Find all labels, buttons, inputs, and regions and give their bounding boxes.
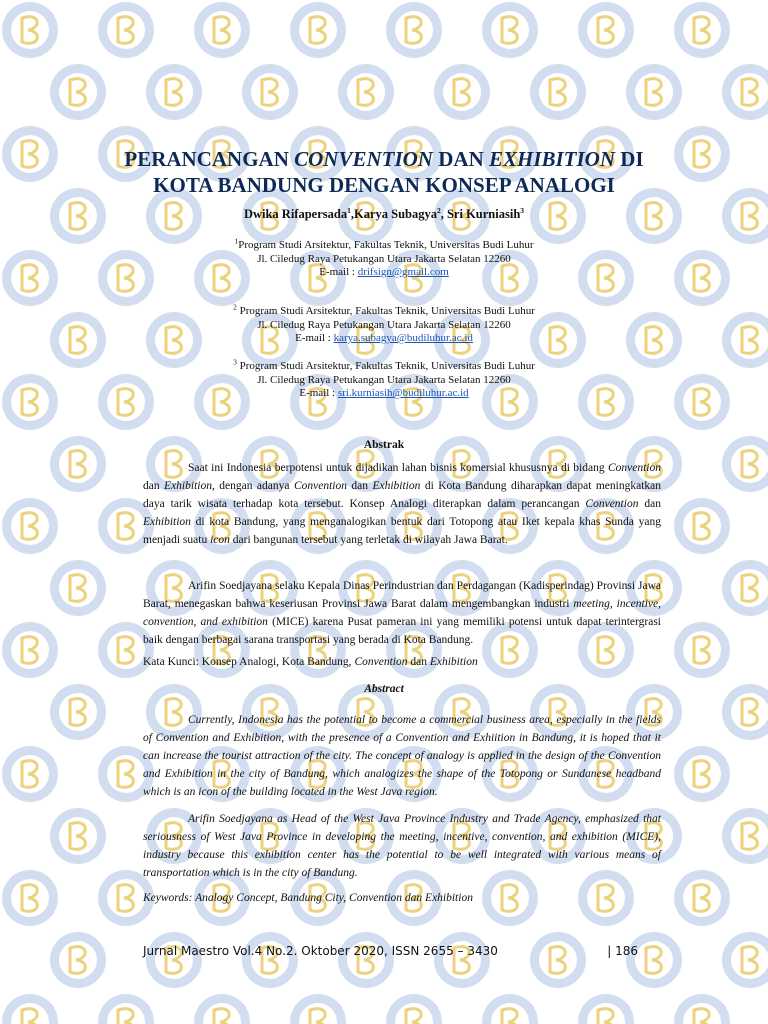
affiliation-1: $^1$Program Studi Arsitektur, Fakultas Teknik, Universitas Budi Luhur Jl. Ciledug Raya Petukangan Utara Jakarta Selatan 12260 E-mail : drifsign@gmail.com — [234, 236, 534, 278]
email-link[interactable]: karya.subagya@budiluhur.ac.id — [333, 332, 473, 344]
italic-term: Convention — [585, 498, 639, 510]
text-run: Arifin Soedjayana selaku Kepala Dinas Perindustrian dan Perdagangan (Kadisperindag) Provinsi Jawa Barat, menegaskan bahwa keseriusan Provinsi Jawa Barat dalam mengembangkan industri — [143, 580, 661, 610]
italic-term: Exhibition — [143, 516, 191, 528]
abstrak-paragraph-1 — [143, 459, 661, 549]
affiliation-3: $^3$ Program Studi Arsitektur, Fakultas Teknik, Universitas Budi Luhur Jl. Ciledug Raya Petukangan Utara Jakarta Selatan 12260 E-mail : sri.kurniasih@budiluhur.ac.id — [233, 357, 535, 399]
text-run: Saat ini Indonesia berpotensi untuk dijadikan lahan bisnis komersial khususnya di bidang — [188, 462, 608, 474]
author-name: Karya Subagya — [353, 207, 437, 221]
italic-term: Exhibition — [429, 656, 478, 668]
keywords: Keywords: Analogy Concept, Bandung City, Convention dan Exhibition — [143, 892, 473, 904]
italic-term: Convention — [354, 656, 408, 668]
text-run: Kata Kunci: Konsep Analogi, Kota Bandung, — [143, 656, 355, 668]
italic-term: Convention — [607, 462, 661, 474]
text-run: dan — [143, 480, 165, 492]
author-name: Dwika Rifapersada — [243, 207, 348, 221]
text-run: di Kota Bandung diharapkan dapat meningkatkan daya tarik wisata terhadap kota tersebut. Konsep Analogi diterapkan dalam perancangan — [143, 480, 661, 510]
email-link[interactable]: sri.kurniasih@budiluhur.ac.id — [337, 387, 469, 399]
kata-kunci — [143, 653, 661, 671]
title-line-1: PERANCANGAN CONVENTION DAN EXHIBITION DI — [124, 147, 644, 171]
affiliation-2: $^2$ Program Studi Arsitektur, Fakultas Teknik, Universitas Budi Luhur Jl. Ciledug Raya Petukangan Utara Jakarta Selatan 12260 E-mail : karya.subagya@budiluhur.ac.id — [233, 302, 535, 344]
abstrak-heading: Abstrak — [363, 439, 405, 451]
italic-term: meeting, incentive, convention, and exhibition — [143, 598, 661, 628]
author-name: Sri Kurniasih — [446, 207, 521, 221]
text-run: dan — [346, 480, 373, 492]
text-run: di kota Bandung, yang menganalogikan bentuk dari Totopong atau Iket kepala khas Sunda yang menjadi suatu — [143, 516, 661, 546]
text-run: dan — [407, 656, 430, 668]
text-run: (MICE) karena Pusat pameran ini yang memiliki potensi untuk dapat terintergrasi baik dengan berbagai sarana transportasi yang berada di Kota Bandung. — [143, 616, 661, 646]
text-run: dari bangunan tersebut yang terletak di wilayah Jawa Barat. — [229, 534, 508, 546]
abstract-paragraph-2: Arifin Soedjayana as Head of the West Java Province Industry and Trade Agency, emphasized that seriousness of West Java Province in developing the meeting, incentive, convention, and exhibition (MICE), industry because this exhibition center has the potential to be well integrated with various means of transportation which is in the city of Bandung. — [143, 813, 661, 879]
text-run: dan — [638, 498, 661, 510]
paper-title — [100, 146, 668, 198]
title-line-2: KOTA BANDUNG DENGAN KONSEP ANALOGI — [153, 173, 615, 197]
text-run: , dengan adanya — [211, 480, 294, 492]
author-list: Dwika Rifapersada$^1$,Karya Subagya$^2$, Sri Kurniasih$^3$ — [243, 205, 525, 221]
italic-term: Exhibition — [372, 480, 421, 492]
page-footer — [143, 944, 638, 958]
journal-citation: Jurnal Maestro Vol.4 No.2. Oktober 2020, ISSN 2655 – 3430 — [143, 944, 498, 958]
abstract-paragraph-1: Currently, Indonesia has the potential to become a commercial business area, especially in the fields of Convention and Exhibition, with the presence of a Convention and Exhiition in Bandung, it is hoped that it can increase the tourist attraction of the city. The concept of analogy is applied in the design of the Convention and Exhibition in the city of Bandung, which analogizes the shape of the Totopong or Sundanese headband which is an icon of the building located in the West Java region. — [143, 714, 661, 798]
italic-term: Convention — [293, 480, 347, 492]
page-number: | 186 — [607, 944, 638, 958]
italic-term: icon — [210, 534, 230, 546]
abstrak-paragraph-2 — [143, 577, 661, 649]
italic-term: Exhibition — [164, 480, 212, 492]
email-link[interactable]: drifsign@gmail.com — [357, 266, 449, 278]
abstract-heading: Abstract — [364, 683, 404, 695]
